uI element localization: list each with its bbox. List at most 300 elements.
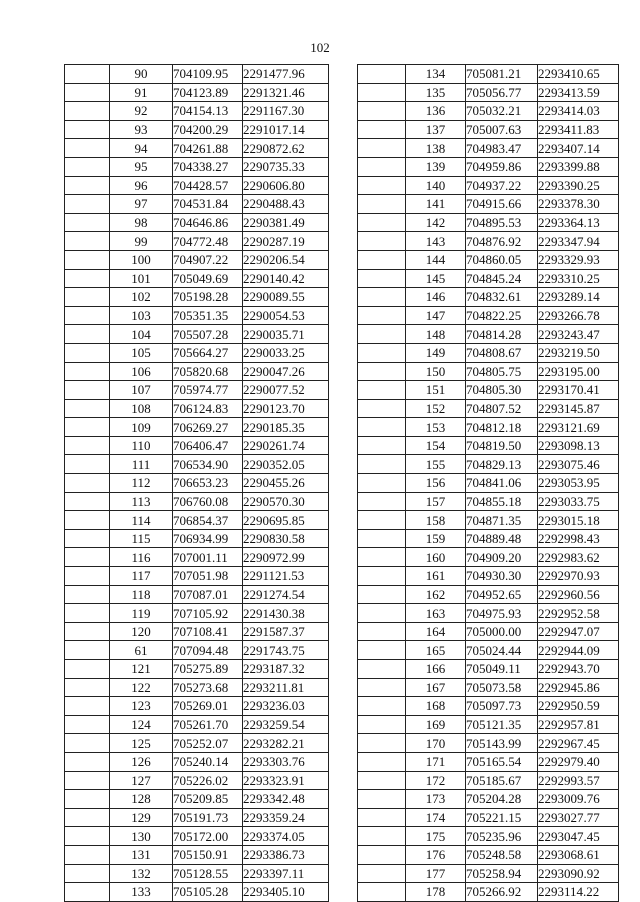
- table-row: [65, 715, 329, 734]
- y-coordinate-cell: 2293015.18: [538, 511, 619, 530]
- blank-cell: [65, 641, 110, 660]
- blank-cell: [65, 250, 110, 269]
- table-row: [65, 213, 329, 232]
- blank-cell: [65, 195, 110, 214]
- x-coordinate-cell: 705143.99: [466, 734, 538, 753]
- blank-cell: [65, 139, 110, 158]
- point-number-cell: 173: [406, 790, 466, 809]
- table-row: [358, 585, 619, 604]
- table-row: [65, 288, 329, 307]
- x-coordinate-cell: 705081.21: [466, 65, 538, 84]
- x-coordinate-cell: 705275.89: [173, 660, 243, 679]
- y-coordinate-cell: 2290206.54: [243, 250, 329, 269]
- point-number-cell: 111: [110, 455, 173, 474]
- x-coordinate-cell: 705273.68: [173, 678, 243, 697]
- table-row: [358, 697, 619, 716]
- point-number-cell: 177: [406, 864, 466, 883]
- blank-cell: [358, 883, 406, 902]
- y-coordinate-cell: 2290735.33: [243, 157, 329, 176]
- point-number-cell: 92: [110, 102, 173, 121]
- blank-cell: [65, 65, 110, 84]
- x-coordinate-cell: 704832.61: [466, 288, 538, 307]
- point-number-cell: 100: [110, 250, 173, 269]
- y-coordinate-cell: 2292967.45: [538, 734, 619, 753]
- x-coordinate-cell: 705191.73: [173, 808, 243, 827]
- table-row: [65, 362, 329, 381]
- x-coordinate-cell: 705185.67: [466, 771, 538, 790]
- table-row: [358, 306, 619, 325]
- table-row: [358, 622, 619, 641]
- point-number-cell: 164: [406, 622, 466, 641]
- point-number-cell: 108: [110, 399, 173, 418]
- point-number-cell: 161: [406, 567, 466, 586]
- x-coordinate-cell: 707105.92: [173, 604, 243, 623]
- y-coordinate-cell: 2291321.46: [243, 83, 329, 102]
- blank-cell: [358, 436, 406, 455]
- y-coordinate-cell: 2291587.37: [243, 622, 329, 641]
- x-coordinate-cell: 705032.21: [466, 102, 538, 121]
- x-coordinate-cell: 704822.25: [466, 306, 538, 325]
- point-number-cell: 136: [406, 102, 466, 121]
- x-coordinate-cell: 704876.92: [466, 232, 538, 251]
- point-number-cell: 127: [110, 771, 173, 790]
- x-coordinate-cell: 707051.98: [173, 567, 243, 586]
- blank-cell: [358, 660, 406, 679]
- y-coordinate-cell: 2290035.71: [243, 325, 329, 344]
- point-number-cell: 116: [110, 548, 173, 567]
- blank-cell: [358, 474, 406, 493]
- y-coordinate-cell: 2290185.35: [243, 418, 329, 437]
- blank-cell: [65, 157, 110, 176]
- blank-cell: [65, 827, 110, 846]
- point-number-cell: 115: [110, 529, 173, 548]
- point-number-cell: 91: [110, 83, 173, 102]
- point-number-cell: 152: [406, 399, 466, 418]
- blank-cell: [65, 883, 110, 902]
- x-coordinate-cell: 704772.48: [173, 232, 243, 251]
- table-row: [65, 492, 329, 511]
- blank-cell: [65, 697, 110, 716]
- x-coordinate-cell: 705235.96: [466, 827, 538, 846]
- y-coordinate-cell: 2293236.03: [243, 697, 329, 716]
- y-coordinate-cell: 2292944.09: [538, 641, 619, 660]
- point-number-cell: 166: [406, 660, 466, 679]
- point-number-cell: 123: [110, 697, 173, 716]
- blank-cell: [65, 622, 110, 641]
- blank-cell: [358, 213, 406, 232]
- point-number-cell: 174: [406, 808, 466, 827]
- blank-cell: [358, 548, 406, 567]
- blank-cell: [65, 232, 110, 251]
- table-row: [358, 864, 619, 883]
- y-coordinate-cell: 2293170.41: [538, 381, 619, 400]
- blank-cell: [65, 381, 110, 400]
- point-number-cell: 107: [110, 381, 173, 400]
- point-number-cell: 101: [110, 269, 173, 288]
- y-coordinate-cell: 2290972.99: [243, 548, 329, 567]
- point-number-cell: 113: [110, 492, 173, 511]
- x-coordinate-cell: 704983.47: [466, 139, 538, 158]
- point-number-cell: 119: [110, 604, 173, 623]
- blank-cell: [65, 734, 110, 753]
- x-coordinate-cell: 706124.83: [173, 399, 243, 418]
- y-coordinate-cell: 2293347.94: [538, 232, 619, 251]
- x-coordinate-cell: 704860.05: [466, 250, 538, 269]
- table-row: [358, 213, 619, 232]
- point-number-cell: 172: [406, 771, 466, 790]
- blank-cell: [358, 157, 406, 176]
- x-coordinate-cell: 705507.28: [173, 325, 243, 344]
- blank-cell: [65, 269, 110, 288]
- table-row: [65, 83, 329, 102]
- table-row: [358, 120, 619, 139]
- blank-cell: [65, 771, 110, 790]
- x-coordinate-cell: 704930.30: [466, 567, 538, 586]
- point-number-cell: 137: [406, 120, 466, 139]
- y-coordinate-cell: 2291430.38: [243, 604, 329, 623]
- x-coordinate-cell: 704123.89: [173, 83, 243, 102]
- coordinate-table-right-body: [358, 65, 619, 902]
- table-row: [65, 381, 329, 400]
- blank-cell: [358, 511, 406, 530]
- blank-cell: [65, 306, 110, 325]
- table-row: [358, 418, 619, 437]
- y-coordinate-cell: 2292998.43: [538, 529, 619, 548]
- x-coordinate-cell: 706934.99: [173, 529, 243, 548]
- table-row: [65, 864, 329, 883]
- blank-cell: [65, 604, 110, 623]
- x-coordinate-cell: 705056.77: [466, 83, 538, 102]
- blank-cell: [65, 213, 110, 232]
- table-row: [358, 604, 619, 623]
- y-coordinate-cell: 2290381.49: [243, 213, 329, 232]
- point-number-cell: 151: [406, 381, 466, 400]
- y-coordinate-cell: 2292950.59: [538, 697, 619, 716]
- x-coordinate-cell: 707087.01: [173, 585, 243, 604]
- y-coordinate-cell: 2292960.56: [538, 585, 619, 604]
- point-number-cell: 95: [110, 157, 173, 176]
- x-coordinate-cell: 704814.28: [466, 325, 538, 344]
- point-number-cell: 125: [110, 734, 173, 753]
- blank-cell: [65, 715, 110, 734]
- blank-cell: [358, 306, 406, 325]
- y-coordinate-cell: 2292970.93: [538, 567, 619, 586]
- table-row: [358, 790, 619, 809]
- point-number-cell: 128: [110, 790, 173, 809]
- table-row: [65, 195, 329, 214]
- y-coordinate-cell: 2290089.55: [243, 288, 329, 307]
- table-row: [358, 436, 619, 455]
- x-coordinate-cell: 704829.13: [466, 455, 538, 474]
- y-coordinate-cell: 2292979.40: [538, 752, 619, 771]
- blank-cell: [65, 492, 110, 511]
- table-row: [358, 641, 619, 660]
- x-coordinate-cell: 705252.07: [173, 734, 243, 753]
- y-coordinate-cell: 2293323.91: [243, 771, 329, 790]
- blank-cell: [358, 195, 406, 214]
- blank-cell: [65, 120, 110, 139]
- table-row: [358, 381, 619, 400]
- blank-cell: [358, 102, 406, 121]
- y-coordinate-cell: 2293407.14: [538, 139, 619, 158]
- x-coordinate-cell: 706534.90: [173, 455, 243, 474]
- blank-cell: [65, 845, 110, 864]
- x-coordinate-cell: 704907.22: [173, 250, 243, 269]
- x-coordinate-cell: 706653.23: [173, 474, 243, 493]
- point-number-cell: 159: [406, 529, 466, 548]
- point-number-cell: 163: [406, 604, 466, 623]
- y-coordinate-cell: 2293121.69: [538, 418, 619, 437]
- blank-cell: [65, 790, 110, 809]
- x-coordinate-cell: 707094.48: [173, 641, 243, 660]
- blank-cell: [358, 715, 406, 734]
- table-row: [65, 678, 329, 697]
- y-coordinate-cell: 2293289.14: [538, 288, 619, 307]
- y-coordinate-cell: 2293414.03: [538, 102, 619, 121]
- table-row: [65, 641, 329, 660]
- blank-cell: [65, 436, 110, 455]
- table-row: [65, 771, 329, 790]
- point-number-cell: 167: [406, 678, 466, 697]
- table-row: [65, 269, 329, 288]
- x-coordinate-cell: 705204.28: [466, 790, 538, 809]
- y-coordinate-cell: 2293390.25: [538, 176, 619, 195]
- blank-cell: [358, 455, 406, 474]
- point-number-cell: 141: [406, 195, 466, 214]
- point-number-cell: 132: [110, 864, 173, 883]
- table-row: [358, 715, 619, 734]
- point-number-cell: 157: [406, 492, 466, 511]
- y-coordinate-cell: 2290140.42: [243, 269, 329, 288]
- table-row: [358, 883, 619, 902]
- blank-cell: [358, 585, 406, 604]
- y-coordinate-cell: 2290606.80: [243, 176, 329, 195]
- table-row: [358, 195, 619, 214]
- x-coordinate-cell: 706406.47: [173, 436, 243, 455]
- y-coordinate-cell: 2290123.70: [243, 399, 329, 418]
- blank-cell: [358, 492, 406, 511]
- point-number-cell: 114: [110, 511, 173, 530]
- blank-cell: [358, 529, 406, 548]
- table-row: [65, 157, 329, 176]
- blank-cell: [358, 418, 406, 437]
- x-coordinate-cell: 704909.20: [466, 548, 538, 567]
- x-coordinate-cell: 705049.11: [466, 660, 538, 679]
- point-number-cell: 129: [110, 808, 173, 827]
- blank-cell: [358, 139, 406, 158]
- blank-cell: [65, 585, 110, 604]
- table-row: [358, 529, 619, 548]
- blank-cell: [358, 362, 406, 381]
- point-number-cell: 133: [110, 883, 173, 902]
- table-row: [358, 567, 619, 586]
- y-coordinate-cell: 2293009.76: [538, 790, 619, 809]
- blank-cell: [65, 678, 110, 697]
- y-coordinate-cell: 2291477.96: [243, 65, 329, 84]
- x-coordinate-cell: 704261.88: [173, 139, 243, 158]
- y-coordinate-cell: 2293187.32: [243, 660, 329, 679]
- point-number-cell: 160: [406, 548, 466, 567]
- table-row: [65, 548, 329, 567]
- x-coordinate-cell: 704915.66: [466, 195, 538, 214]
- y-coordinate-cell: 2293411.83: [538, 120, 619, 139]
- y-coordinate-cell: 2290287.19: [243, 232, 329, 251]
- x-coordinate-cell: 706854.37: [173, 511, 243, 530]
- x-coordinate-cell: 704200.29: [173, 120, 243, 139]
- y-coordinate-cell: 2291121.53: [243, 567, 329, 586]
- point-number-cell: 171: [406, 752, 466, 771]
- y-coordinate-cell: 2292947.07: [538, 622, 619, 641]
- y-coordinate-cell: 2290872.62: [243, 139, 329, 158]
- point-number-cell: 143: [406, 232, 466, 251]
- y-coordinate-cell: 2293047.45: [538, 827, 619, 846]
- point-number-cell: 98: [110, 213, 173, 232]
- y-coordinate-cell: 2293075.46: [538, 455, 619, 474]
- y-coordinate-cell: 2293068.61: [538, 845, 619, 864]
- y-coordinate-cell: 2290352.05: [243, 455, 329, 474]
- x-coordinate-cell: 704805.30: [466, 381, 538, 400]
- x-coordinate-cell: 705165.54: [466, 752, 538, 771]
- x-coordinate-cell: 705351.35: [173, 306, 243, 325]
- y-coordinate-cell: 2290261.74: [243, 436, 329, 455]
- point-number-cell: 130: [110, 827, 173, 846]
- blank-cell: [358, 65, 406, 84]
- x-coordinate-cell: 705097.73: [466, 697, 538, 716]
- point-number-cell: 102: [110, 288, 173, 307]
- point-number-cell: 99: [110, 232, 173, 251]
- x-coordinate-cell: 704845.24: [466, 269, 538, 288]
- blank-cell: [65, 176, 110, 195]
- point-number-cell: 131: [110, 845, 173, 864]
- point-number-cell: 153: [406, 418, 466, 437]
- table-row: [358, 176, 619, 195]
- blank-cell: [65, 660, 110, 679]
- x-coordinate-cell: 704937.22: [466, 176, 538, 195]
- y-coordinate-cell: 2293114.22: [538, 883, 619, 902]
- point-number-cell: 94: [110, 139, 173, 158]
- x-coordinate-cell: 704805.75: [466, 362, 538, 381]
- table-row: [358, 139, 619, 158]
- x-coordinate-cell: 704855.18: [466, 492, 538, 511]
- y-coordinate-cell: 2293219.50: [538, 343, 619, 362]
- table-row: [358, 232, 619, 251]
- blank-cell: [358, 678, 406, 697]
- y-coordinate-cell: 2293410.65: [538, 65, 619, 84]
- blank-cell: [65, 288, 110, 307]
- point-number-cell: 168: [406, 697, 466, 716]
- x-coordinate-cell: 705007.63: [466, 120, 538, 139]
- x-coordinate-cell: 705820.68: [173, 362, 243, 381]
- point-number-cell: 139: [406, 157, 466, 176]
- point-number-cell: 104: [110, 325, 173, 344]
- x-coordinate-cell: 705261.70: [173, 715, 243, 734]
- table-row: [358, 678, 619, 697]
- x-coordinate-cell: 707108.41: [173, 622, 243, 641]
- point-number-cell: 61: [110, 641, 173, 660]
- blank-cell: [358, 269, 406, 288]
- x-coordinate-cell: 705664.27: [173, 343, 243, 362]
- point-number-cell: 105: [110, 343, 173, 362]
- y-coordinate-cell: 2293033.75: [538, 492, 619, 511]
- y-coordinate-cell: 2293386.73: [243, 845, 329, 864]
- y-coordinate-cell: 2290455.26: [243, 474, 329, 493]
- y-coordinate-cell: 2291167.30: [243, 102, 329, 121]
- point-number-cell: 158: [406, 511, 466, 530]
- y-coordinate-cell: 2293310.25: [538, 269, 619, 288]
- table-row: [358, 808, 619, 827]
- x-coordinate-cell: 705172.00: [173, 827, 243, 846]
- x-coordinate-cell: 705269.01: [173, 697, 243, 716]
- y-coordinate-cell: 2293266.78: [538, 306, 619, 325]
- blank-cell: [358, 176, 406, 195]
- table-row: [65, 622, 329, 641]
- blank-cell: [65, 864, 110, 883]
- point-number-cell: 175: [406, 827, 466, 846]
- blank-cell: [358, 288, 406, 307]
- table-row: [358, 845, 619, 864]
- blank-cell: [358, 697, 406, 716]
- blank-cell: [65, 752, 110, 771]
- table-row: [358, 752, 619, 771]
- point-number-cell: 110: [110, 436, 173, 455]
- y-coordinate-cell: 2293359.24: [243, 808, 329, 827]
- blank-cell: [358, 567, 406, 586]
- x-coordinate-cell: 705024.44: [466, 641, 538, 660]
- table-row: [65, 139, 329, 158]
- blank-cell: [65, 102, 110, 121]
- point-number-cell: 112: [110, 474, 173, 493]
- blank-cell: [65, 343, 110, 362]
- table-row: [358, 83, 619, 102]
- x-coordinate-cell: 705258.94: [466, 864, 538, 883]
- point-number-cell: 122: [110, 678, 173, 697]
- table-row: [65, 343, 329, 362]
- x-coordinate-cell: 704154.13: [173, 102, 243, 121]
- x-coordinate-cell: 704959.86: [466, 157, 538, 176]
- point-number-cell: 162: [406, 585, 466, 604]
- x-coordinate-cell: 704871.35: [466, 511, 538, 530]
- point-number-cell: 118: [110, 585, 173, 604]
- table-row: [358, 455, 619, 474]
- blank-cell: [358, 343, 406, 362]
- y-coordinate-cell: 2293195.00: [538, 362, 619, 381]
- x-coordinate-cell: 705209.85: [173, 790, 243, 809]
- point-number-cell: 96: [110, 176, 173, 195]
- table-row: [358, 399, 619, 418]
- blank-cell: [358, 83, 406, 102]
- x-coordinate-cell: 705128.55: [173, 864, 243, 883]
- x-coordinate-cell: 704952.65: [466, 585, 538, 604]
- point-number-cell: 134: [406, 65, 466, 84]
- blank-cell: [358, 381, 406, 400]
- blank-cell: [65, 511, 110, 530]
- table-row: [65, 604, 329, 623]
- point-number-cell: 109: [110, 418, 173, 437]
- table-row: [358, 511, 619, 530]
- blank-cell: [65, 474, 110, 493]
- y-coordinate-cell: 2293145.87: [538, 399, 619, 418]
- table-row: [358, 734, 619, 753]
- blank-cell: [65, 455, 110, 474]
- x-coordinate-cell: 704531.84: [173, 195, 243, 214]
- x-coordinate-cell: 705073.58: [466, 678, 538, 697]
- y-coordinate-cell: 2292945.86: [538, 678, 619, 697]
- table-row: [358, 827, 619, 846]
- x-coordinate-cell: 706760.08: [173, 492, 243, 511]
- y-coordinate-cell: 2293282.21: [243, 734, 329, 753]
- y-coordinate-cell: 2293397.11: [243, 864, 329, 883]
- y-coordinate-cell: 2290570.30: [243, 492, 329, 511]
